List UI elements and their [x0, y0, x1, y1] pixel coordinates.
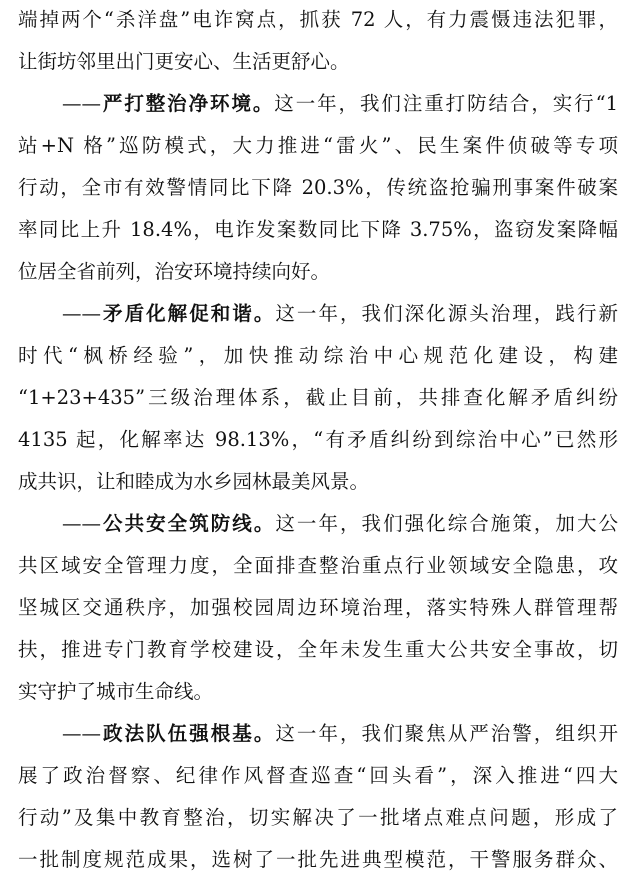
paragraph-text: 这一年，我们强化综合施策，加大公 [275, 512, 618, 535]
section-first-line [62, 298, 618, 330]
paragraph-text: 这一年，我们聚焦从严治警，组织开 [275, 722, 618, 745]
paragraph-text: 这一年，我们注重打防结合，实行“1 [274, 92, 618, 115]
paragraph-line: 行动，全市有效警情同比下降 20.3%，传统盗抢骗刑事案件破案 [18, 176, 618, 199]
section-heading: 公共安全筑防线。 [101, 512, 276, 535]
section-dash: —— [62, 302, 101, 325]
paragraph-line: 行动”及集中教育整治，切实解决了一批堵点难点问题，形成了 [18, 806, 618, 829]
paragraph-line: 展了政治督察、纪律作风督查巡查“回头看”，深入推进“四大 [18, 764, 618, 787]
paragraph-text: 这一年，我们深化源头治理，践行新 [275, 302, 618, 325]
paragraph-line: 4135 起，化解率达 98.13%，“有矛盾纠纷到综治中心”已然形 [18, 428, 618, 451]
paragraph-line: 坚城区交通秩序，加强校园周边环境治理，落实特殊人群管理帮 [18, 596, 618, 619]
paragraph-line: 率同比上升 18.4%，电诈发案数同比下降 3.75%，盗窃发案降幅 [18, 218, 618, 241]
section-first-line [62, 88, 618, 120]
paragraph-line: 位居全省前列，治安环境持续向好。 [18, 260, 331, 283]
paragraph-line: 成共识，让和睦成为水乡园林最美风景。 [18, 470, 370, 493]
paragraph-line: “1+23+435”三级治理体系，截止目前，共排查化解矛盾纠纷 [18, 386, 618, 409]
paragraph-line: 实守护了城市生命线。 [18, 680, 214, 703]
section-heading: 严打整治净环境。 [101, 92, 275, 115]
section-dash: —— [62, 722, 101, 745]
section-dash: —— [62, 512, 101, 535]
paragraph-line: 端掉两个“杀洋盘”电诈窝点，抓获 72 人，有力震慑违法犯罪， [18, 8, 618, 31]
paragraph-line: 扶，推进专门教育学校建设，全年未发生重大公共安全事故，切 [18, 638, 618, 661]
section-dash: —— [62, 92, 101, 115]
paragraph-line: 共区域安全管理力度，全面排查整治重点行业领域安全隐患，攻 [18, 554, 618, 577]
paragraph-line: 一批制度规范成果，选树了一批先进典型模范，干警服务群众、 [18, 848, 618, 871]
section-heading: 矛盾化解促和谐。 [101, 302, 276, 325]
paragraph-line: 让街坊邻里出门更安心、生活更舒心。 [18, 50, 350, 73]
section-heading: 政法队伍强根基。 [101, 722, 276, 745]
section-first-line [62, 508, 618, 540]
section-first-line [62, 718, 618, 750]
paragraph-line: 站+N 格”巡防模式，大力推进“雷火”、民生案件侦破等专项 [18, 134, 618, 157]
paragraph-line: 时代“枫桥经验”，加快推动综治中心规范化建设，构建 [18, 344, 618, 367]
